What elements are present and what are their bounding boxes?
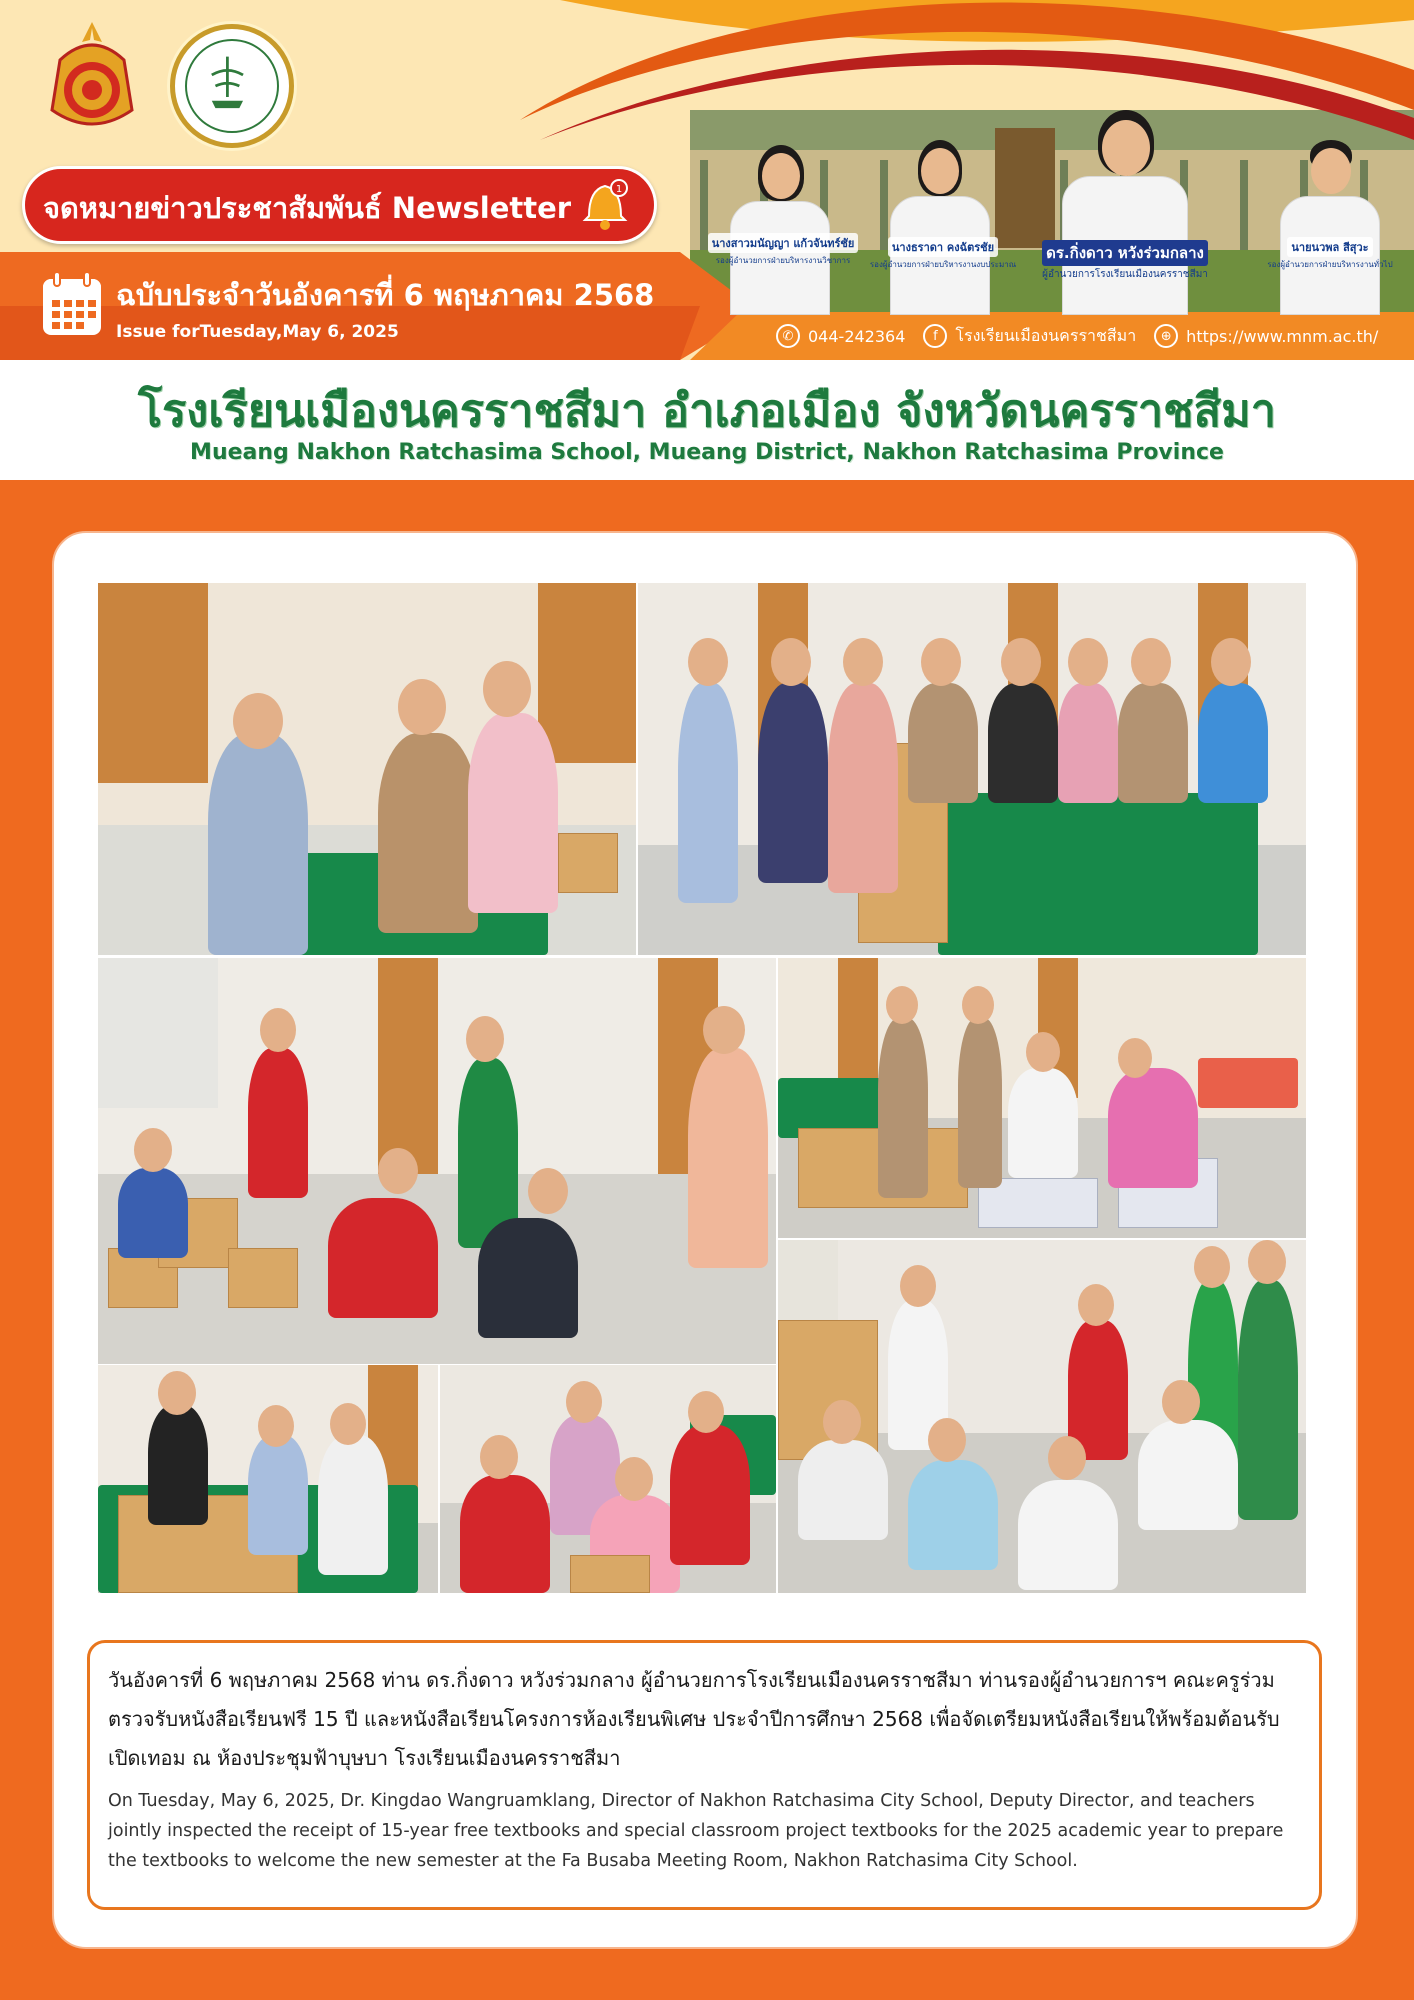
- executives-photo: [690, 100, 1414, 315]
- school-title-strip: [0, 360, 1414, 480]
- globe-icon: ⊕: [1154, 324, 1178, 348]
- contact-info: [776, 322, 1388, 350]
- bell-badge: 1: [615, 184, 623, 195]
- director-name-tag: ดร.กิ่งดาว หวังร่วมกลาง ผู้อำนวยการโรงเรียนเมืองนครราชสีมา: [1025, 240, 1225, 282]
- director-photo: [1050, 110, 1200, 315]
- phone-number: 044-242364: [808, 326, 906, 346]
- executive-name-tag: นางสาวมนัญญา แก้วจันทร์ชัย รองผู้อำนวยการฝ่ายบริหารงานวิชาการ: [698, 232, 868, 267]
- event-photo: [778, 1240, 1306, 1593]
- newsletter-title: จดหมายข่าวประชาสัมพันธ์ Newsletter: [43, 191, 572, 225]
- school-emblem-icon: [175, 29, 289, 143]
- photo-collage: [98, 583, 1306, 1593]
- bell-icon: [573, 172, 637, 236]
- executive-photo: [1270, 140, 1390, 315]
- event-photo: [440, 1365, 776, 1593]
- event-photo: [98, 1365, 438, 1593]
- newsletter-title-banner: [22, 166, 657, 244]
- school-logo: [170, 24, 294, 148]
- event-photo: [98, 958, 776, 1364]
- facebook-icon: f: [923, 324, 947, 348]
- event-photo: [778, 958, 1306, 1238]
- event-photo: [98, 583, 636, 955]
- school-name-thai: โรงเรียนเมืองนครราชสีมา อำเภอเมือง จังหวัดนครราชสีมา: [137, 384, 1277, 437]
- newsletter-header: [0, 0, 1414, 360]
- phone-icon: ✆: [776, 324, 800, 348]
- website-link[interactable]: https://www.mnm.ac.th/: [1186, 326, 1379, 346]
- article-text-box: [87, 1640, 1322, 1910]
- executive-name-tag: นางธราดา คงฉัตรชัย รองผู้อำนวยการฝ่ายบริหารงานงบประมาณ: [858, 236, 1028, 271]
- executive-photo: [880, 140, 1000, 315]
- event-photo: [638, 583, 1306, 955]
- issue-date-thai: ฉบับประจำวันอังคารที่ 6 พฤษภาคม 2568: [116, 278, 655, 312]
- school-name-english: Mueang Nakhon Ratchasima School, Mueang District, Nakhon Ratchasima Province: [190, 440, 1224, 465]
- issue-date-english: Issue forTuesday,May 6, 2025: [116, 322, 399, 342]
- article-english: On Tuesday, May 6, 2025, Dr. Kingdao Wangruamklang, Director of Nakhon Ratchasima City School, Deputy Director, and teachers jointly inspected the receipt of 15-year free textbooks and special classroom project textbooks for the 2025 academic year to prepare the textbooks to welcome the new semester at the Fa Busaba Meeting Room, Nakhon Ratchasima City School.: [108, 1791, 1284, 1871]
- ministry-seal-icon: [46, 20, 138, 140]
- facebook-page-link[interactable]: โรงเรียนเมืองนครราชสีมา: [955, 325, 1137, 345]
- executive-photo: [720, 145, 840, 315]
- calendar-icon: [40, 270, 104, 338]
- executive-name-tag: นายนวพล สีสุวะ รองผู้อำนวยการฝ่ายบริหารงานทั่วไป: [1245, 236, 1414, 271]
- article-thai: วันอังคารที่ 6 พฤษภาคม 2568 ท่าน ดร.กิ่งดาว หวังร่วมกลาง ผู้อำนวยการโรงเรียนเมืองนครราชสีมา ท่านรองผู้อำนวยการฯ คณะครูร่วมตรวจรับหนังสือเรียนฟรี 15 ปี และหนังสือเรียนโครงการห้องเรียนพิเศษ ประจำปีการศึกษา 2568 เพื่อจัดเตรียมหนังสือเรียนให้พร้อมต้อนรับเปิดเทอม ณ ห้องประชุมฟ้าบุษบา โรงเรียนเมืองนครราชสีมา: [108, 1668, 1280, 1770]
